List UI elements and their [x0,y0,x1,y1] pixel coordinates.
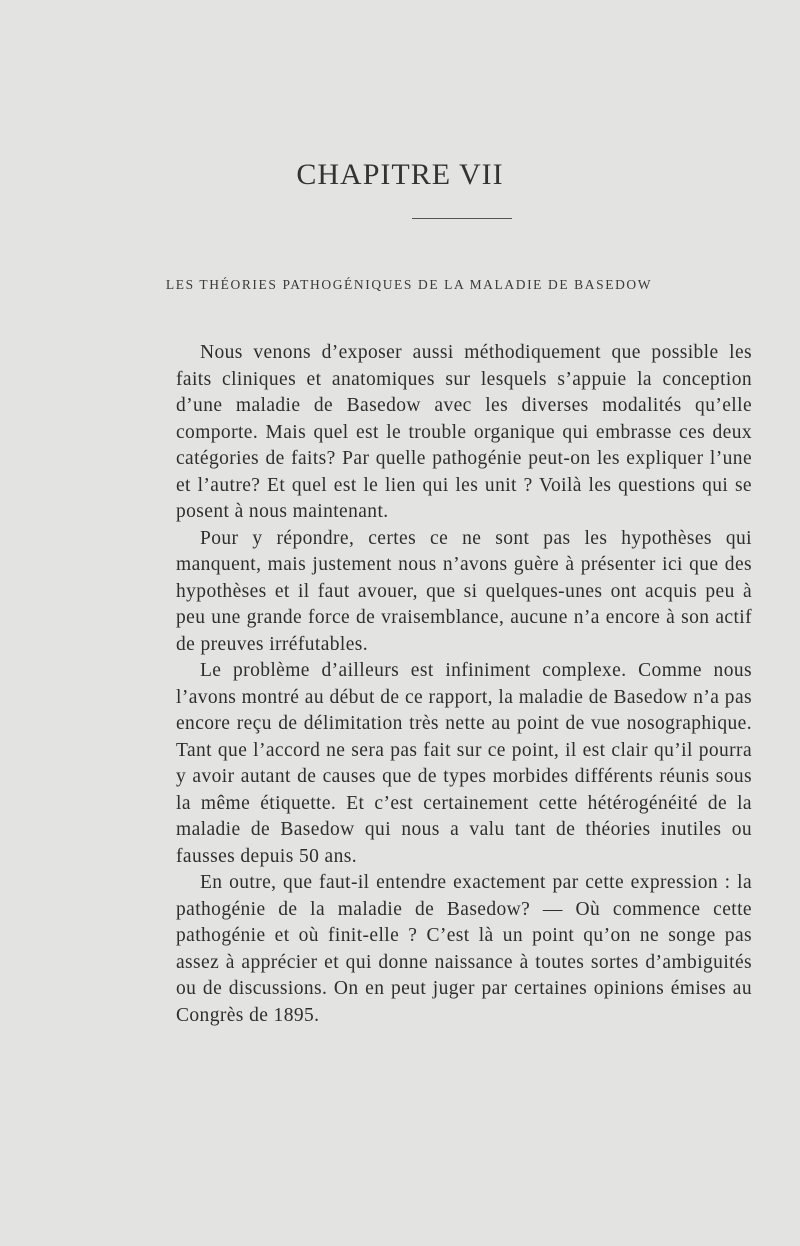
paragraph: En outre, que faut-il entendre exactement par cette expression : la pathogénie de la maladie de Basedow? — Où commence cette pathogénie et où finit-elle ? C’est là un point qu’on ne songe pas assez à apprécier et qui donne naissance à toutes sortes d’ambiguités ou de discussions. On en peut juger par certaines opinions émises au Congrès de 1895. [176,872,752,1026]
paragraph: Nous venons d’exposer aussi méthodiquement que possible les faits cliniques et anatomiques sur lesquels s’appuie la conception d’une maladie de Basedow avec les diverses modalités qu’elle comporte. Mais quel est le trouble organique qui embrasse ces deux catégories de faits? Par quelle pathogénie peut-on les expliquer l’une et l’autre? Et quel est le lien qui les unit ? Voilà les questions qui se posent à nous maintenant. [176,342,752,522]
paragraph: Pour y répondre, certes ce ne sont pas les hypothèses qui manquent, mais justement nous n’avons guère à présenter ici que des hypothèses et il faut avouer, que si quelques-unes ont acquis peu à peu une grande force de vraisemblance, aucune n’a encore à son actif de preuves irréfutables. [176,527,752,655]
chapter-title: CHAPITRE VII [296,158,504,191]
paragraph: Le problème d’ailleurs est infiniment complexe. Comme nous l’avons montré au début de ce rapport, la maladie de Basedow n’a pas encore reçu de délimitation très nette au point de vue nosographique. Tant que l’accord ne sera pas fait sur ce point, il est clair qu’il pourra y avoir autant de causes que de types morbides différents réunis sous la même étiquette. Et c’est certainement cette hétérogénéité de la maladie de Basedow qui nous a valu tant de théories inutiles ou fausses depuis 50 ans. [176,660,752,867]
title-divider [412,218,512,219]
chapter-subtitle: LES THÉORIES PATHOGÉNIQUES DE LA MALADIE DE BASEDOW [165,277,653,292]
body-text [176,340,752,1029]
